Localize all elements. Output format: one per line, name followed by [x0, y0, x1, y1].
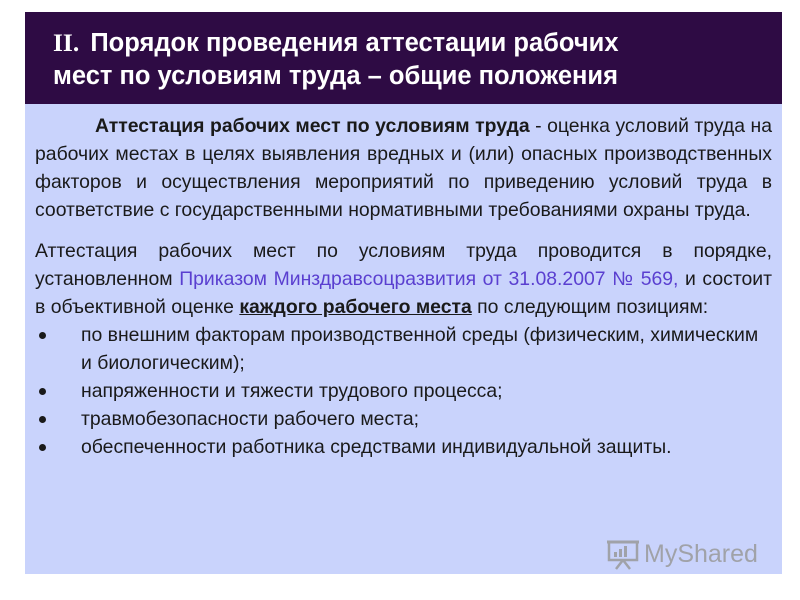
bullet-icon	[39, 332, 46, 339]
bullet-icon	[39, 416, 46, 423]
order-link[interactable]: Приказом Минздравсоцразвития от 31.08.2007 № 569,	[179, 268, 679, 290]
watermark	[606, 536, 758, 572]
presentation-board-icon	[606, 537, 640, 571]
list-item	[35, 321, 772, 377]
watermark-text: MyShared	[644, 539, 758, 568]
title-text-2: мест по условиям труда – общие положения	[53, 62, 618, 90]
title-text-1: Порядок проведения аттестации рабочих	[90, 29, 619, 57]
title-line-1	[53, 26, 762, 60]
procedure-ending: по следующим позициям:	[471, 296, 709, 318]
list-item	[35, 433, 772, 461]
slide-title	[25, 12, 782, 104]
definition-term: Аттестация рабочих мест по условиям труда	[95, 115, 530, 137]
list-item-text: по внешним факторам производственной среды (физическим, химическим и биологическим);	[81, 324, 759, 374]
section-number: II.	[53, 28, 80, 57]
list-item-text: обеспеченности работника средствами индивидуальной защиты.	[81, 436, 672, 458]
definition-paragraph	[35, 112, 772, 224]
list-item-text: напряженности и тяжести трудового процесса;	[81, 380, 503, 402]
procedure-emphasis: каждого рабочего места	[239, 296, 472, 318]
bullet-icon	[39, 388, 46, 395]
definition-text: - оценка условий труда на рабочих местах в целях выявления вредных и (или) опасных производственных факторов и осуществления мероприятий по приведению условий труда в соответствие с государственными нормативными требованиями охраны труда.	[35, 115, 772, 221]
list-item	[35, 405, 772, 433]
list-item	[35, 377, 772, 405]
procedure-intro: Аттестация рабочих мест по условиям труда проводится в порядке, установленном	[35, 240, 772, 290]
procedure-paragraph	[35, 237, 772, 321]
bullet-icon	[39, 444, 46, 451]
procedure-middle: и состоит в объективной оценке	[35, 268, 772, 318]
positions-list	[35, 321, 772, 461]
list-item-text: травмобезопасности рабочего места;	[81, 408, 420, 430]
slide-content	[25, 104, 782, 574]
